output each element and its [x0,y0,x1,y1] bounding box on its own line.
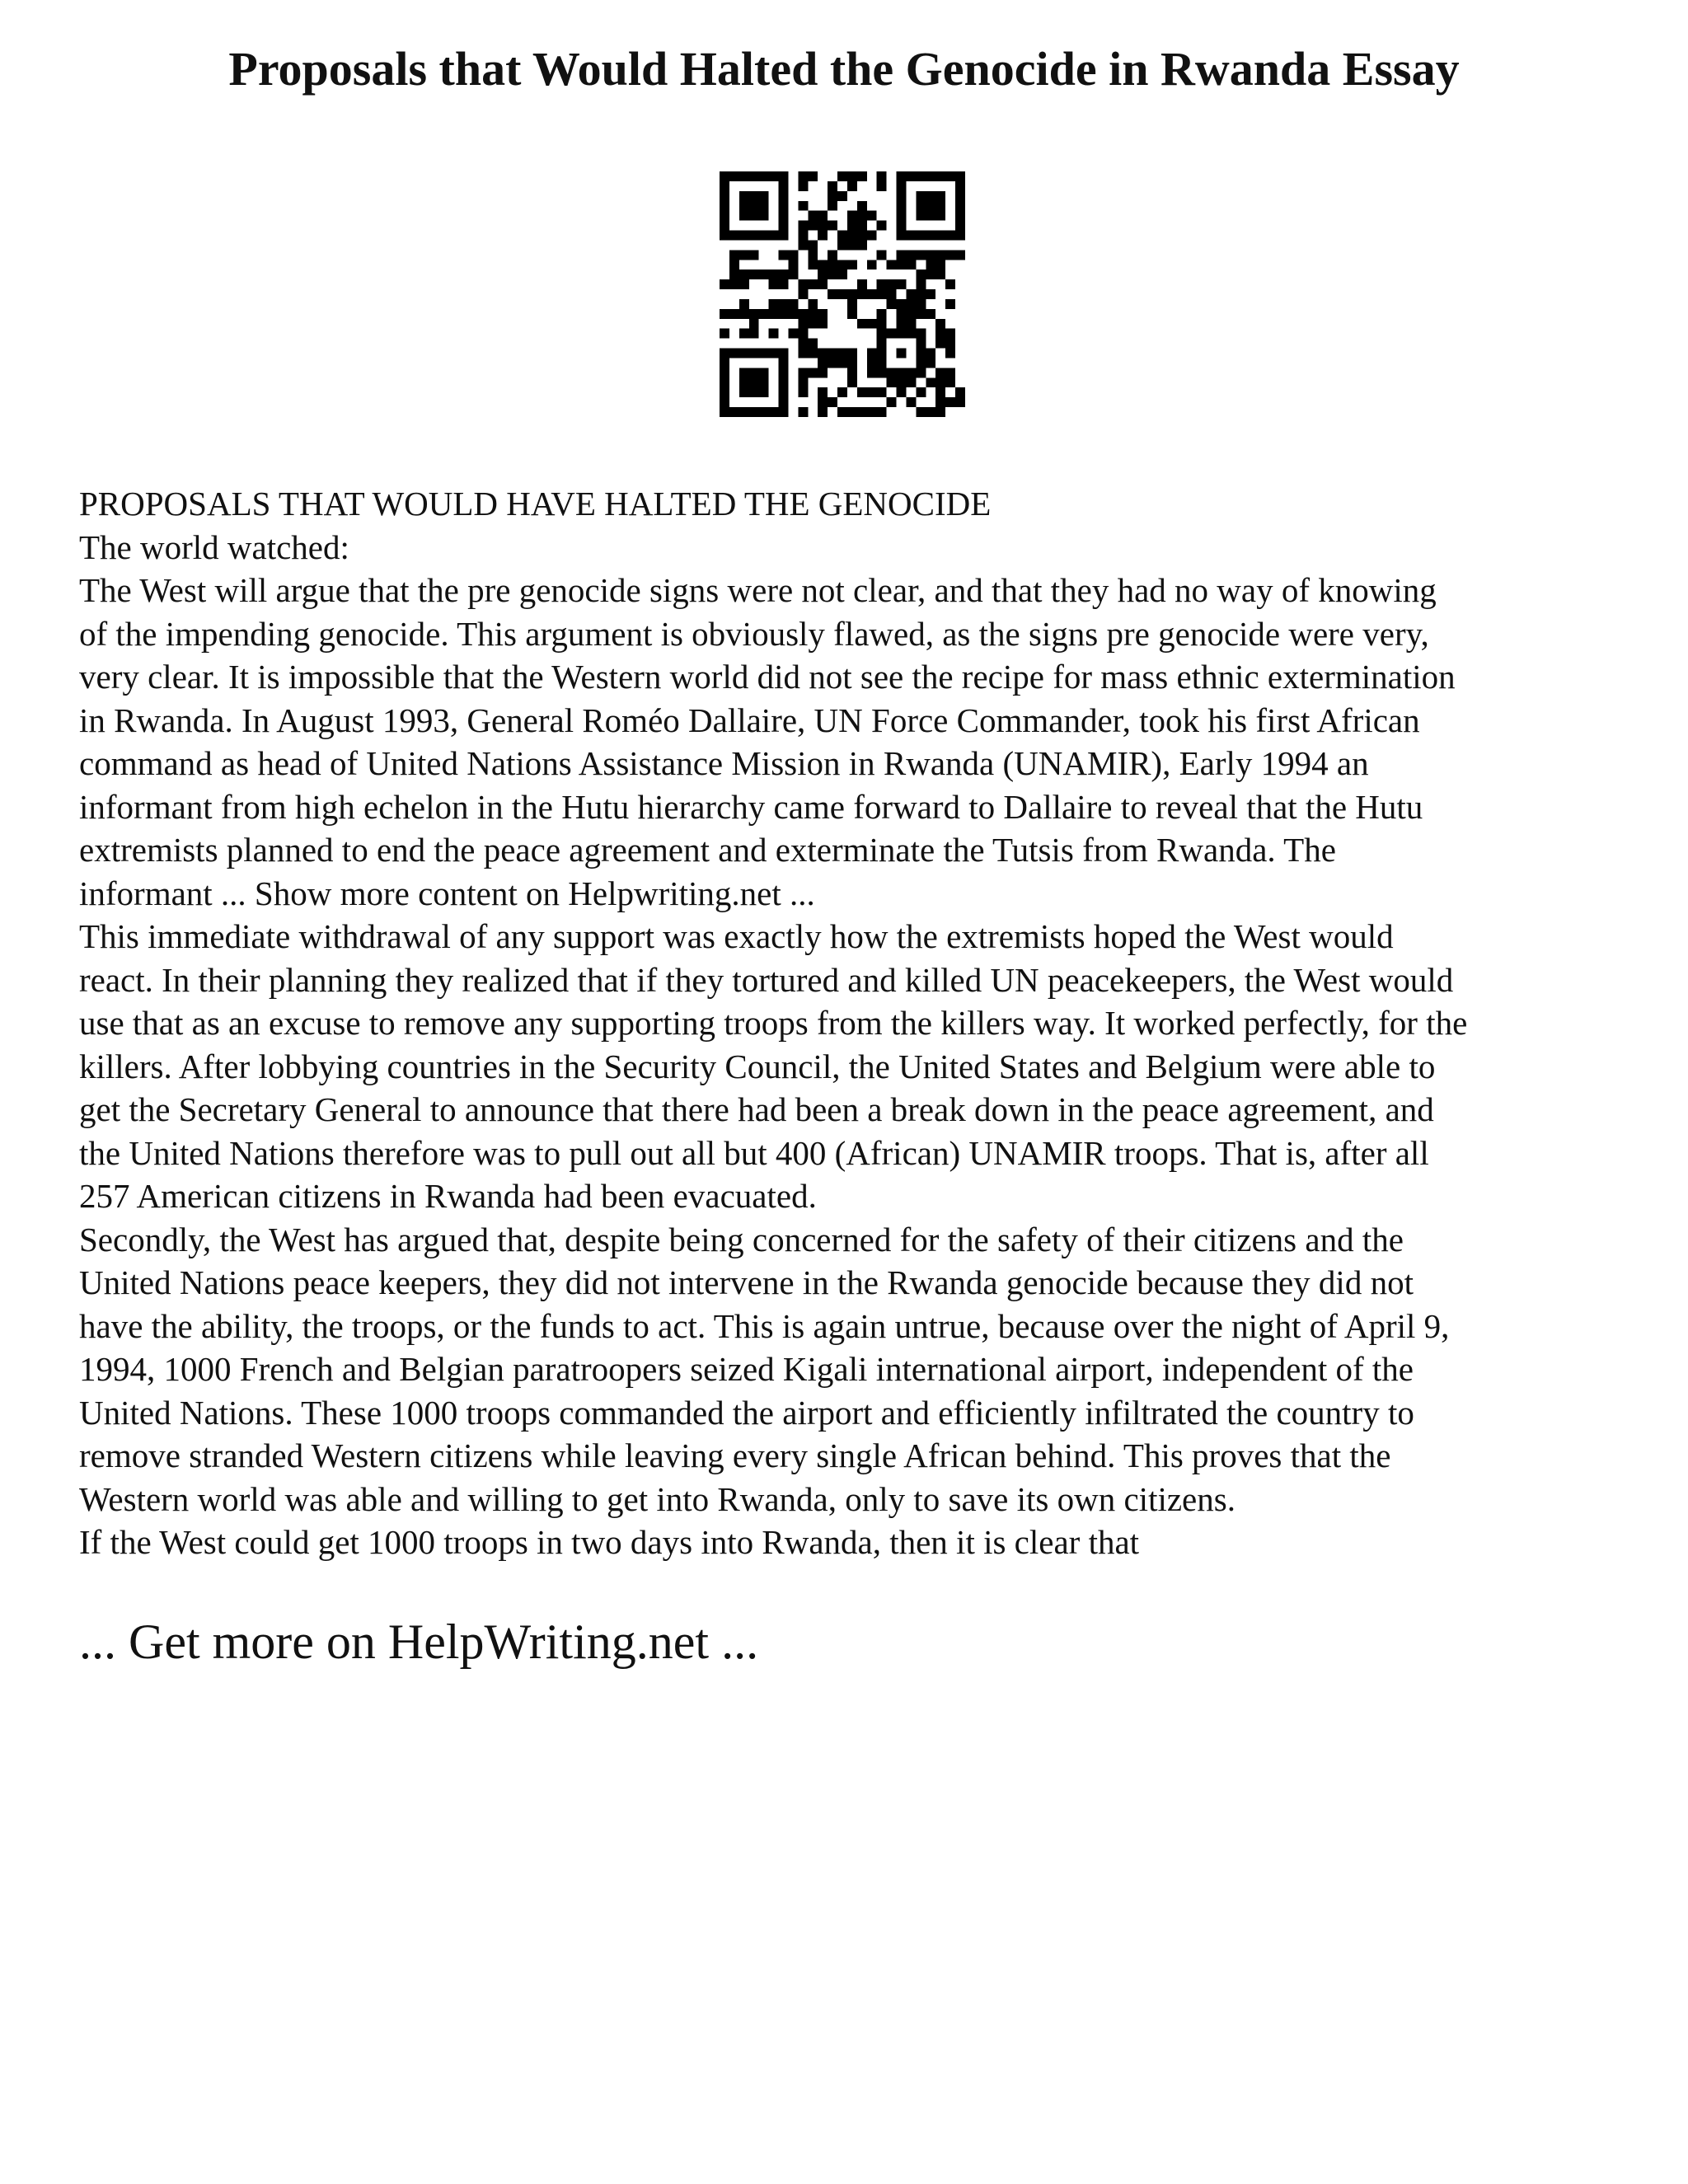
body-line: informant from high echelon in the Hutu hierarchy came forward to Dallaire to reveal that the Hutu [79,787,1423,826]
qr-code-icon [720,171,965,417]
body-line: United Nations peace keepers, they did not intervene in the Rwanda genocide because they did not [79,1263,1414,1301]
body-line: use that as an excuse to remove any supporting troops from the killers way. It worked perfectly, for the [79,1004,1468,1042]
body-line: command as head of United Nations Assistance Mission in Rwanda (UNAMIR), Early 1994 an [79,744,1369,782]
body-line: 257 American citizens in Rwanda had been evacuated. [79,1177,817,1215]
body-line: United Nations. These 1000 troops commanded the airport and efficiently infiltrated the country to [79,1393,1414,1432]
document-title: Proposals that Would Halted the Genocide in Rwanda Essay [228,42,1460,96]
body-line: the United Nations therefore was to pull out all but 400 (African) UNAMIR troops. That is, after all [79,1133,1429,1172]
body-line: extremists planned to end the peace agreement and exterminate the Tutsis from Rwanda. The [79,831,1336,869]
body-line: Secondly, the West has argued that, despite being concerned for the safety of their citizens and the [79,1220,1404,1258]
body-line: remove stranded Western citizens while leaving every single African behind. This proves that the [79,1436,1391,1474]
body-line: Western world was able and willing to get into Rwanda, only to save its own citizens. [79,1479,1236,1518]
body-line: 1994, 1000 French and Belgian paratroopers seized Kigali international airport, independent of the [79,1350,1414,1388]
get-more-link[interactable]: ... Get more on HelpWriting.net ... [79,1615,759,1669]
body-line: PROPOSALS THAT WOULD HAVE HALTED THE GENOCIDE [79,485,992,523]
body-line: The world watched: [79,527,349,566]
body-line: of the impending genocide. This argument is obviously flawed, as the signs pre genocide were very, [79,614,1429,653]
body-line: The West will argue that the pre genocide signs were not clear, and that they had no way of knowing [79,571,1437,609]
body-line: react. In their planning they realized that if they tortured and killed UN peacekeepers, the West would [79,960,1454,999]
body-line: get the Secretary General to announce that there had been a break down in the peace agreement, and [79,1090,1434,1128]
body-line: very clear. It is impossible that the Western world did not see the recipe for mass ethnic extermination [79,658,1456,696]
essay-body [79,482,1629,1564]
show-more-link[interactable]: informant ... Show more content on Helpwriting.net ... [79,874,815,912]
body-line: in Rwanda. In August 1993, General Roméo Dallaire, UN Force Commander, took his first African [79,701,1420,739]
body-line: This immediate withdrawal of any support was exactly how the extremists hoped the West would [79,917,1394,955]
body-line: have the ability, the troops, or the funds to act. This is again untrue, because over the night of April 9, [79,1306,1450,1345]
body-line: killers. After lobbying countries in the Security Council, the United States and Belgium were able to [79,1047,1436,1085]
body-line: If the West could get 1000 troops in two days into Rwanda, then it is clear that [79,1523,1140,1561]
